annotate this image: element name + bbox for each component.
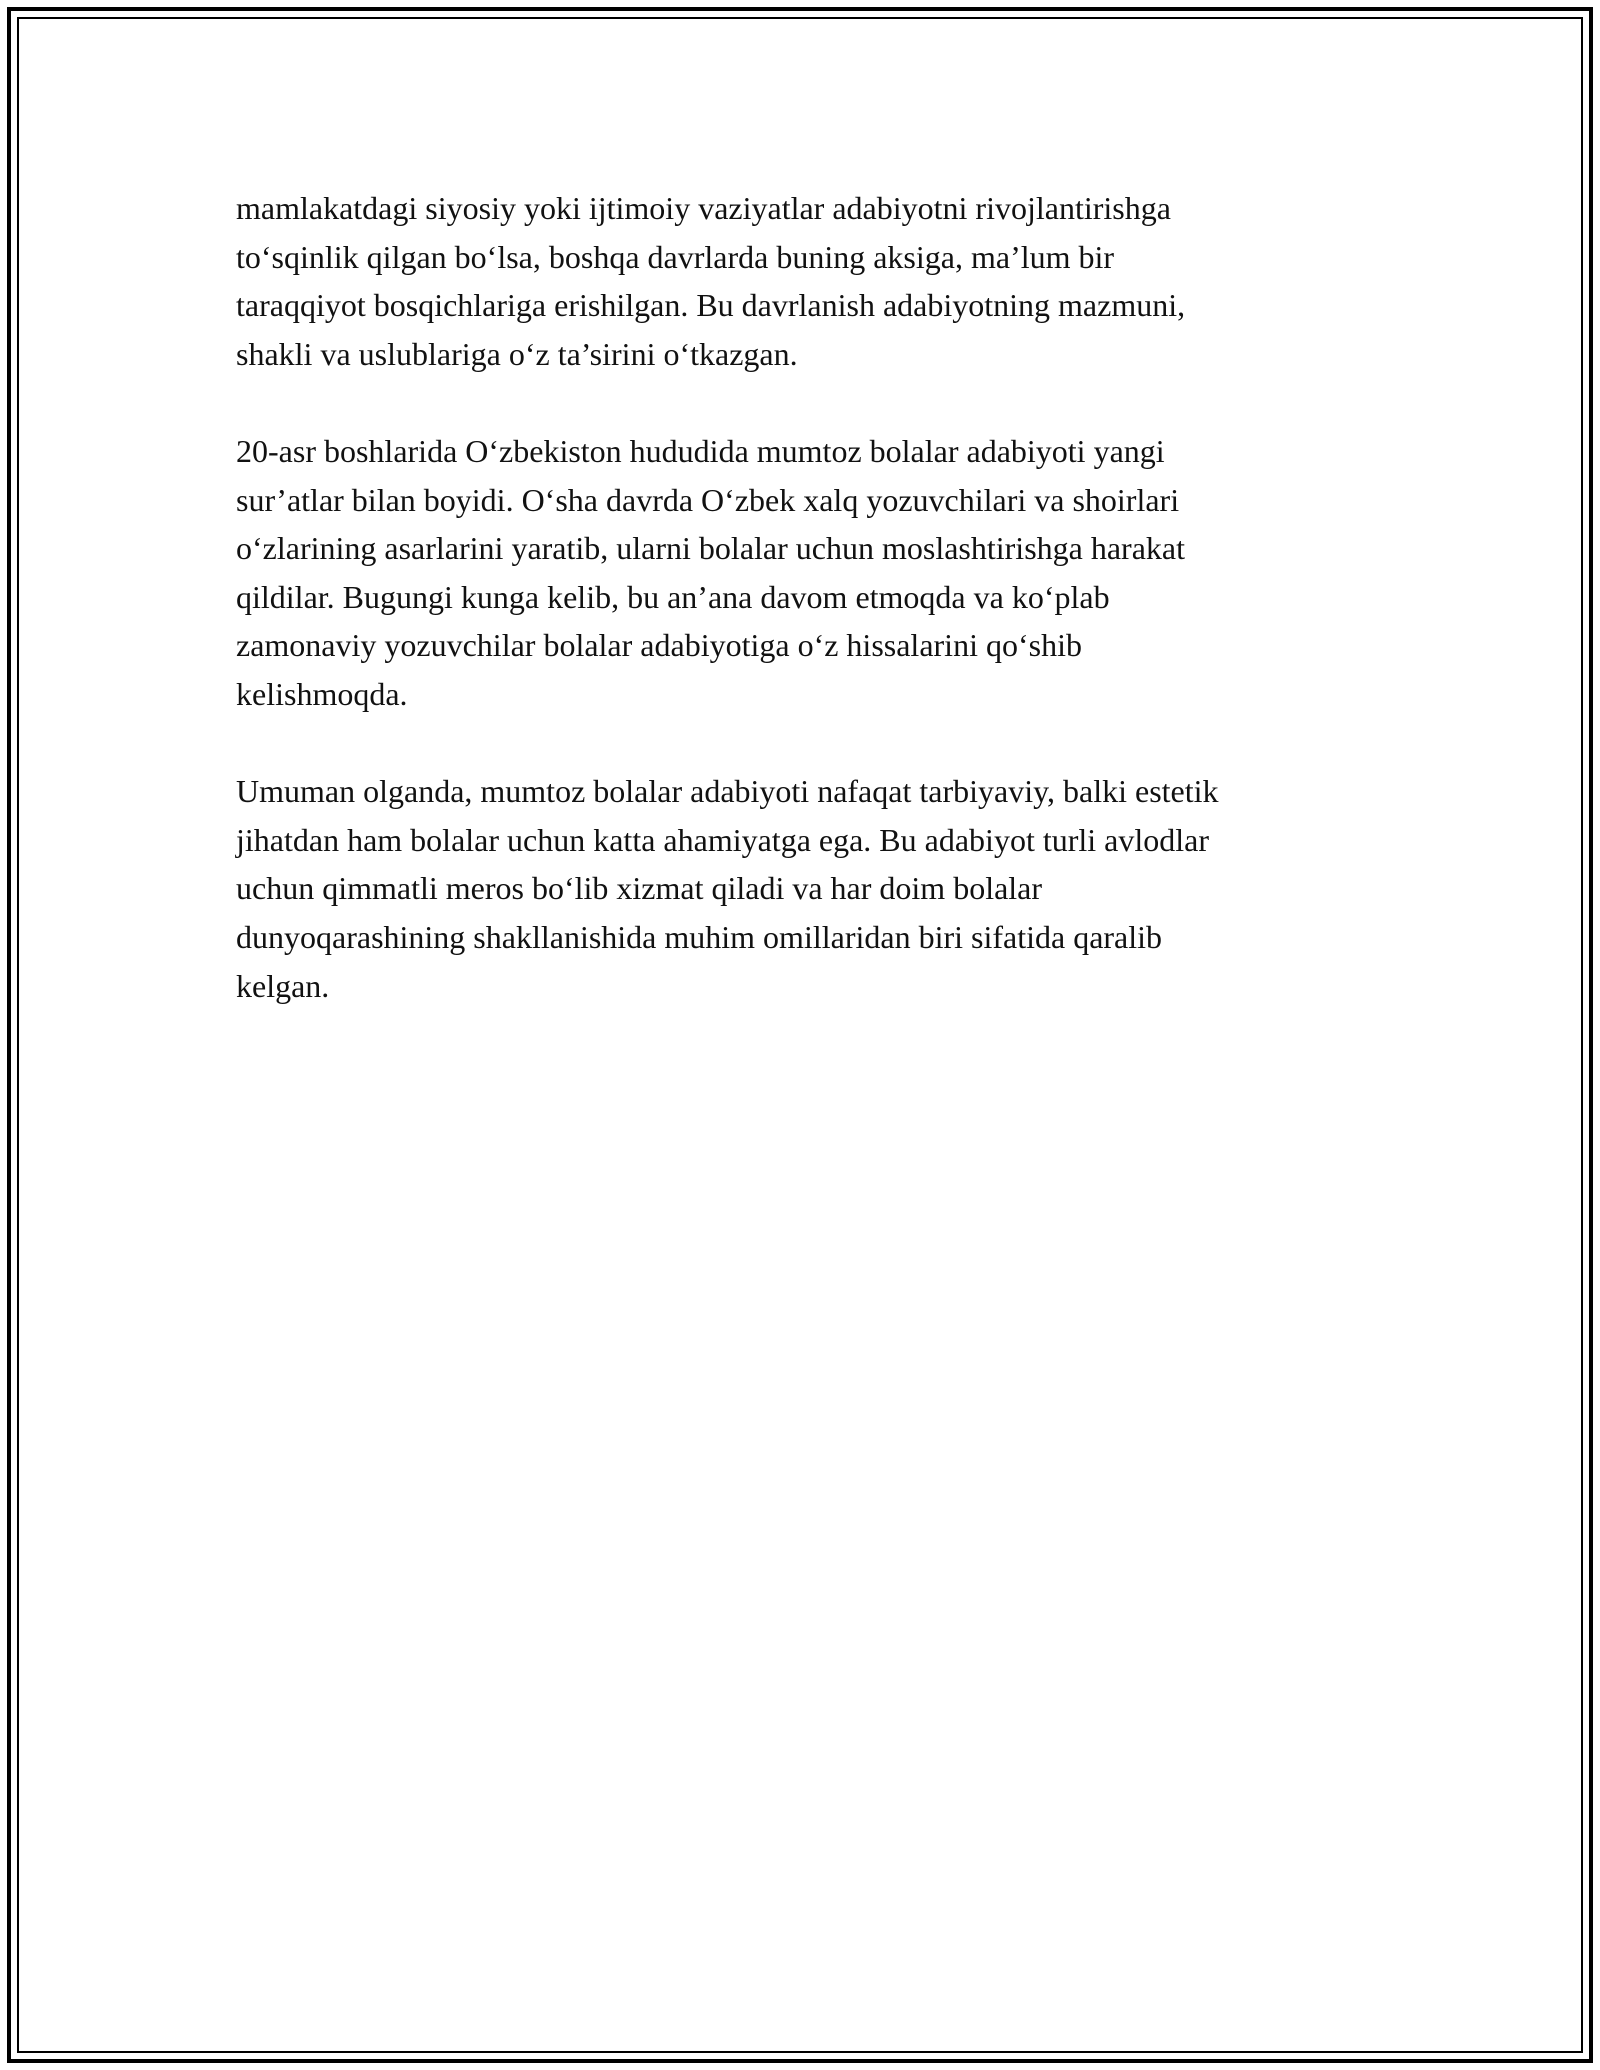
text-line: zamonaviy yozuvchilar bolalar adabiyotiga o‘z hissalarini qo‘shib <box>236 627 1082 664</box>
text-line: 20-asr boshlarida O‘zbekiston hududida mumtoz bolalar adabiyoti yangi <box>236 432 1165 469</box>
text-line: o‘zlarining asarlarini yaratib, ularni bolalar uchun moslashtirishga harakat <box>236 530 1185 567</box>
text-line: uchun qimmatli meros bo‘lib xizmat qiladi va har doim bolalar <box>236 870 1043 907</box>
text-line: qildilar. Bugungi kunga kelib, bu an’ana davom etmoqda va ko‘plab <box>236 578 1110 615</box>
document-body <box>236 184 1376 1059</box>
paragraph-1 <box>236 184 1376 378</box>
text-line: jihatdan ham bolalar uchun katta ahamiyatga ega. Bu adabiyot turli avlodlar <box>236 821 1209 858</box>
paragraph-2 <box>236 427 1376 719</box>
paragraph-3 <box>236 767 1376 1010</box>
text-line: taraqqiyot bosqichlariga erishilgan. Bu davrlanish adabiyotning mazmuni, <box>236 287 1186 324</box>
text-line: shakli va uslublariga o‘z ta’sirini o‘tkazgan. <box>236 335 798 372</box>
text-line: dunyoqarashining shakllanishida muhim omillaridan biri sifatida qaralib <box>236 918 1163 955</box>
text-line: mamlakatdagi siyosiy yoki ijtimoiy vaziyatlar adabiyotni rivojlantirishga <box>236 190 1171 226</box>
text-line: kelgan. <box>236 967 330 1004</box>
text-line: kelishmoqda. <box>236 675 408 712</box>
text-line: sur’atlar bilan boyidi. O‘sha davrda O‘zbek xalq yozuvchilari va shoirlari <box>236 481 1180 518</box>
text-line: Umuman olganda, mumtoz bolalar adabiyoti nafaqat tarbiyaviy, balki estetik <box>236 773 1219 810</box>
text-line: to‘sqinlik qilgan bo‘lsa, boshqa davrlarda buning aksiga, ma’lum bir <box>236 238 1115 275</box>
